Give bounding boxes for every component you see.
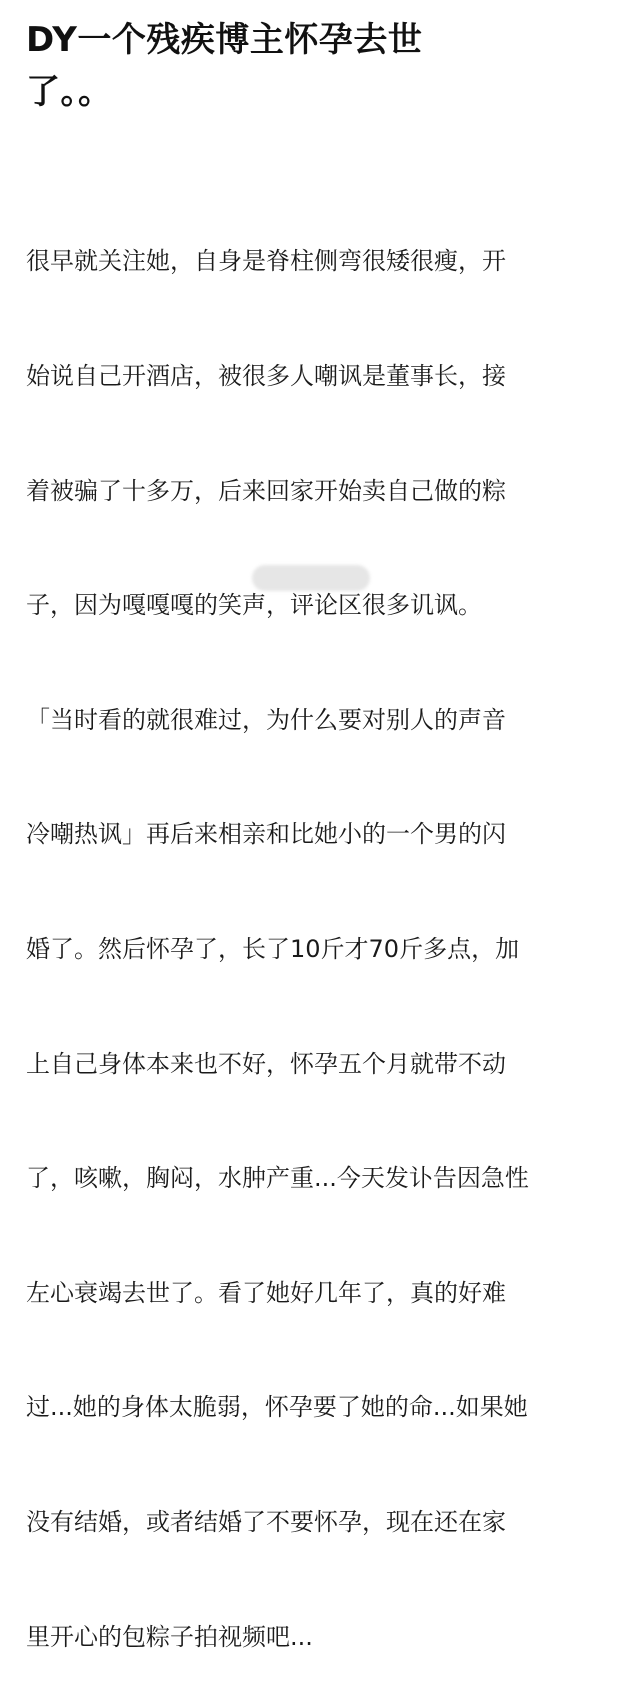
post-body-line: 婚了。然后怀孕了，长了10斤才70斤多点，加	[26, 934, 520, 963]
post-body-line: 始说自己开酒店，被很多人嘲讽是董事长，接	[26, 362, 506, 390]
post-body-line: 里开心的包粽子拍视频吧...	[26, 1622, 313, 1651]
post-body-line: 没有结婚，或者结婚了不要怀孕，现在还在家	[26, 1507, 506, 1536]
post-body-line: 「当时看的就很难过，为什么要对别人的声音	[26, 705, 506, 734]
post-title-line: 了。。	[26, 72, 113, 112]
post-body-line: 着被骗了十多万，后来回家开始卖自己做的粽	[26, 476, 506, 505]
post-body-line: 了，咳嗽，胸闷，水肿产重...今天发讣告因急性	[26, 1164, 529, 1193]
watermark-overlay	[252, 565, 370, 591]
post-body-line: 过...她的身体太脆弱，怀孕要了她的命...如果她	[26, 1393, 528, 1422]
post-body	[26, 166, 626, 1690]
post-body-line: 很早就关注她，自身是脊柱侧弯很矮很瘦，开	[26, 247, 506, 276]
post-body-line: 子，因为嘎嘎嘎的笑声，评论区很多讥讽。	[26, 591, 482, 620]
post-body-line: 左心衰竭去世了。看了她好几年了，真的好难	[26, 1278, 506, 1307]
post-body-line: 冷嘲热讽」再后来相亲和比她小的一个男的闪	[26, 820, 506, 849]
post-title	[26, 14, 586, 118]
post-title-line: DY一个残疾博主怀孕去世	[26, 20, 423, 60]
post-body-line: 上自己身体本来也不好，怀孕五个月就带不动	[26, 1049, 506, 1078]
